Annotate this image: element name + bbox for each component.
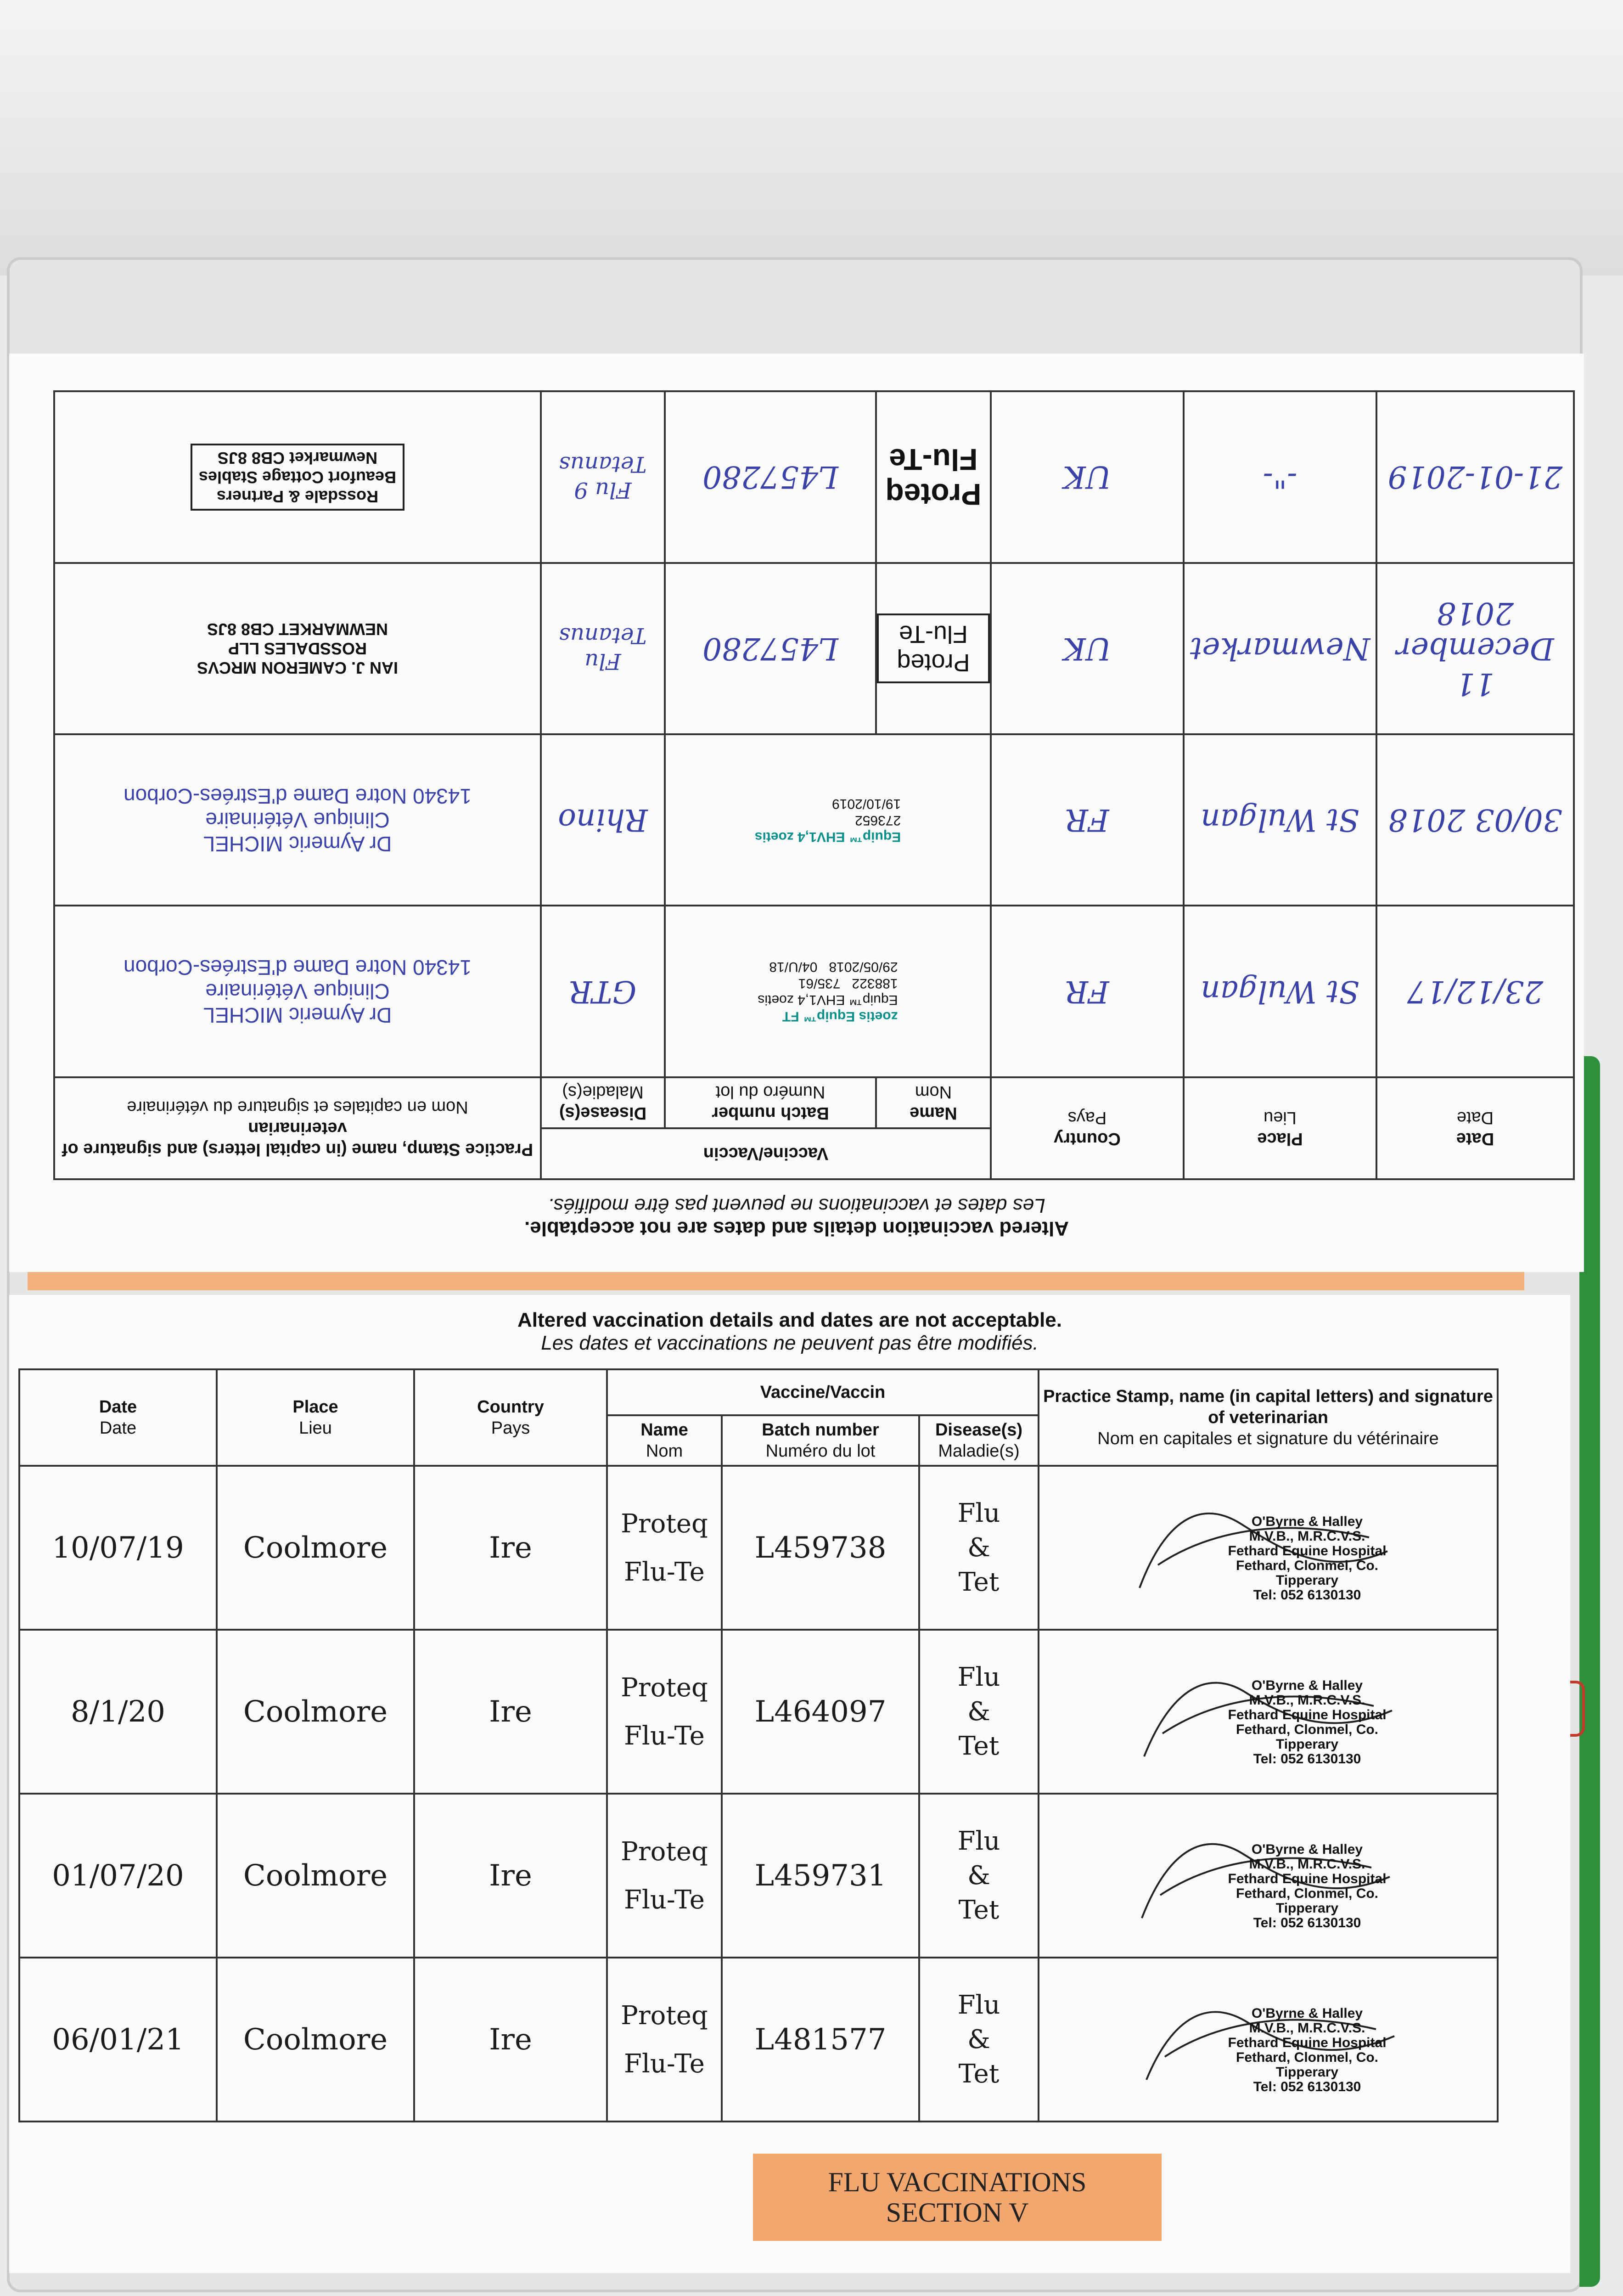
upper-header-date: Date Date — [1376, 1077, 1574, 1179]
lower-row-place: Coolmore — [217, 1630, 414, 1794]
vet-stamp-address: 14340 Notre Dame d'Estrées-Corbon — [124, 956, 472, 980]
vet-stamp-line: M.V.B., M.R.C.V.S. — [1249, 1529, 1365, 1544]
vet-stamp-name: O'Byrne & Halley — [1251, 1678, 1363, 1693]
lower-row-date: 10/07/19 — [19, 1466, 217, 1630]
lower-row-vet — [1039, 1958, 1498, 2122]
lower-row-disease — [919, 1466, 1039, 1630]
upper-row-place: St Wulgan — [1184, 906, 1376, 1077]
vet-stamp-phone: Tel: 052 6130130 — [1253, 1751, 1361, 1767]
product-stamp: Proteq Flu-Te — [877, 613, 990, 683]
upper-header-vaccine: Vaccine/Vaccin — [541, 1128, 991, 1179]
vaccine-sticker — [755, 795, 901, 845]
lower-row-country: Ire — [414, 1466, 607, 1630]
upper-row-disease: GTR — [541, 906, 665, 1077]
upper-row-place: St Wulgan — [1184, 734, 1376, 906]
vaccine-sticker — [758, 958, 898, 1024]
section-label — [753, 2154, 1162, 2241]
vet-stamp-line: Clinique Vétérinaire — [205, 808, 390, 832]
vet-stamp-name: O'Byrne & Halley — [1251, 1514, 1363, 1529]
upper-header-row-1 — [54, 1128, 1574, 1179]
vet-stamp-name: O'Byrne & Halley — [1251, 2006, 1363, 2021]
upper-header-disease: Disease(s) Maladie(s) — [541, 1077, 665, 1128]
disease-line: Flu — [957, 1826, 1000, 1856]
upper-table-row — [54, 734, 1574, 906]
vet-stamp-line: Fethard Equine Hospital — [1228, 1707, 1387, 1722]
upper-row-vet — [54, 734, 541, 906]
sticker-exp: 29/05/2018 — [829, 959, 898, 975]
lower-header-disease: Disease(s) Maladie(s) — [919, 1415, 1039, 1466]
vet-stamp — [191, 444, 404, 511]
vet-stamp-phone: Tel: 052 6130130 — [1253, 1587, 1361, 1603]
vaccine-name-line: Proteq — [621, 1508, 708, 1539]
lower-row-name — [607, 1466, 722, 1630]
vet-stamp-line: M.V.B., M.R.C.V.S. — [1249, 2020, 1365, 2036]
upper-header-vet: Practice Stamp, name (in capital letters) and signature of veterinarian Nom en capitales et signature du vétérinaire — [54, 1077, 541, 1179]
lower-row-name — [607, 1958, 722, 2122]
upper-notice-en: Altered vaccination details and dates are not acceptable. — [524, 1217, 1069, 1240]
disease-line: Tet — [958, 1731, 1000, 1761]
vaccine-name-line: Flu-Te — [624, 1721, 705, 1751]
vet-stamp-line: ROSSDALES LLP — [228, 639, 367, 658]
lower-header-vet: Practice Stamp, name (in capital letters) and signature of veterinarian Nom en capitales et signature du vétérinaire — [1039, 1369, 1498, 1466]
lower-row-name — [607, 1794, 722, 1958]
lower-row-disease — [919, 1958, 1039, 2122]
upper-header-batch: Batch number Numéro du lot — [665, 1077, 876, 1128]
vaccine-name-line: Proteq — [621, 1672, 708, 1703]
vet-signature-stamp — [1130, 1824, 1406, 1930]
lower-header-batch: Batch number Numéro du lot — [722, 1415, 919, 1466]
vet-stamp-address: NEWMARKET CB8 8JS — [207, 620, 388, 639]
upper-table-row — [54, 563, 1574, 734]
upper-header-name: Name Nom — [876, 1077, 991, 1128]
lower-header-name: Name Nom — [607, 1415, 722, 1466]
lower-row-date: 8/1/20 — [19, 1630, 217, 1794]
lower-table-row — [19, 1958, 1498, 2122]
disease-line: Tet — [958, 1895, 1000, 1925]
vet-stamp-line: Fethard Equine Hospital — [1228, 2035, 1387, 2050]
upper-vaccination-table — [53, 390, 1575, 1180]
vet-stamp-line: Fethard Equine Hospital — [1228, 1543, 1387, 1559]
vet-stamp-line: Clinique Vétérinaire — [205, 979, 390, 1004]
vet-signature-stamp — [1130, 1496, 1406, 1603]
lower-row-disease — [919, 1630, 1039, 1794]
vet-stamp-name: IAN J. CAMERON MRCVS — [197, 658, 398, 678]
disease-line: & — [967, 1861, 990, 1891]
vet-stamp-phone: Tel: 052 6130130 — [1253, 2079, 1361, 2094]
lower-row-vet — [1039, 1630, 1498, 1794]
vaccine-name-line: Flu-Te — [624, 1557, 705, 1587]
product-stamp: Proteq Flu-Te — [885, 442, 982, 512]
sticker-line: Equip™ EHV1,4 zoetis — [758, 992, 898, 1008]
lower-row-date: 01/07/20 — [19, 1794, 217, 1958]
vet-stamp-address: Fethard, Clonmel, Co. Tipperary — [1236, 2050, 1379, 2080]
vet-stamp-address: Fethard, Clonmel, Co. Tipperary — [1236, 1722, 1379, 1752]
upper-row-country: UK — [991, 391, 1184, 563]
vet-signature-stamp — [1130, 1660, 1406, 1767]
lower-header-vaccine: Vaccine/Vaccin — [607, 1369, 1039, 1415]
upper-header-country: Country Pays — [991, 1077, 1184, 1179]
vet-stamp — [124, 784, 472, 856]
lower-vaccination-table — [18, 1368, 1499, 2122]
disease-line: & — [967, 2025, 990, 2054]
lower-row-date: 06/01/21 — [19, 1958, 217, 2122]
lower-table-row — [19, 1630, 1498, 1794]
vet-stamp — [1208, 1842, 1406, 1930]
vet-stamp-address: Fethard, Clonmel, Co. Tipperary — [1236, 1558, 1379, 1588]
lower-header-place: Place Lieu — [217, 1369, 414, 1466]
vet-stamp-phone: Tel: 052 6130130 — [1253, 1915, 1361, 1930]
lower-notice-fr: Les dates et vaccinations ne peuvent pas être modifiés. — [541, 1332, 1039, 1354]
upper-row-vet — [54, 906, 541, 1077]
disease-line: Flu — [957, 1990, 1000, 2020]
disease-line: & — [967, 1533, 990, 1563]
vet-stamp-line: M.V.B., M.R.C.V.S. — [1249, 1857, 1365, 1872]
vet-stamp-name: Dr Aymeric MICHEL — [203, 832, 392, 856]
upper-page-rotated — [9, 354, 1584, 1272]
sticker-brand: Equip™ EHV1,4 zoetis — [754, 829, 901, 844]
upper-row-disease: Flu Tetanus — [541, 563, 665, 734]
vet-stamp-name: Dr Aymeric MICHEL — [203, 1003, 392, 1028]
upper-table-row — [54, 391, 1574, 563]
sticker-exp: 19/10/2019 — [832, 796, 901, 811]
lower-row-place: Coolmore — [217, 1958, 414, 2122]
section-label-number: SECTION V — [886, 2197, 1029, 2228]
lower-row-country: Ire — [414, 1630, 607, 1794]
vaccine-name-line: Proteq — [621, 2000, 708, 2031]
lower-notice-en: Altered vaccination details and dates are not acceptable. — [517, 1309, 1062, 1331]
disease-line: Flu — [957, 1498, 1000, 1528]
vet-stamp-name: O'Byrne & Halley — [1251, 1842, 1363, 1857]
vaccine-name-line: Flu-Te — [624, 2048, 705, 2079]
upper-row-place: Newmarket — [1184, 563, 1376, 734]
lower-row-vet — [1039, 1794, 1498, 1958]
vet-stamp — [1208, 1514, 1406, 1603]
upper-row-name — [876, 391, 991, 563]
lower-header-row-1 — [19, 1369, 1498, 1415]
lower-row-batch: L481577 — [722, 1958, 919, 2122]
lower-row-place: Coolmore — [217, 1794, 414, 1958]
upper-row-date: 23/12/17 — [1376, 906, 1574, 1077]
upper-row-batch: L457280 — [665, 391, 876, 563]
upper-row-country: FR — [991, 906, 1184, 1077]
upper-notice-fr: Les dates et vaccinations ne peuvent pas être modifiés. — [548, 1194, 1045, 1217]
vet-stamp-line: Fethard Equine Hospital — [1228, 1871, 1387, 1886]
upper-row-vet — [54, 391, 541, 563]
sticker-lot-2: 735/61 — [798, 976, 841, 991]
upper-row-place: -"- — [1184, 391, 1376, 563]
lower-header-country: Country Pays — [414, 1369, 607, 1466]
vet-stamp-line: M.V.B., M.R.C.V.S. — [1249, 1693, 1365, 1708]
upper-row-date: 21-01-2019 — [1376, 391, 1574, 563]
lower-table-row — [19, 1794, 1498, 1958]
vet-stamp — [197, 619, 398, 677]
upper-row-country: FR — [991, 734, 1184, 906]
vet-stamp — [1208, 1678, 1406, 1767]
upper-row-date: 11 December 2018 — [1376, 563, 1574, 734]
upper-page — [9, 354, 1584, 1272]
vaccine-name-line: Flu-Te — [624, 1885, 705, 1915]
upper-table-row — [54, 906, 1574, 1077]
sticker-lot: 188322 — [852, 976, 898, 991]
scanner-background — [0, 0, 1623, 276]
upper-row-date: 30/03 2018 — [1376, 734, 1574, 906]
upper-row-disease: Flu 9 Tetanus — [541, 391, 665, 563]
lower-row-country: Ire — [414, 1794, 607, 1958]
lower-header-date: Date Date — [19, 1369, 217, 1466]
upper-row-sticker — [665, 734, 991, 906]
upper-row-batch: L457280 — [665, 563, 876, 734]
disease-line: Flu — [957, 1662, 1000, 1692]
lower-page — [9, 1295, 1570, 2273]
lower-notice — [9, 1309, 1570, 1355]
lower-row-batch: L459731 — [722, 1794, 919, 1958]
lower-row-vet — [1039, 1466, 1498, 1630]
vet-stamp-address: 14340 Notre Dame d'Estrées-Corbon — [124, 784, 472, 808]
section-label-title: FLU VACCINATIONS — [828, 2167, 1087, 2197]
upper-row-sticker — [665, 906, 991, 1077]
vet-stamp — [124, 956, 472, 1027]
vet-stamp-name: Rossdale & Partners — [216, 487, 379, 506]
lower-row-place: Coolmore — [217, 1466, 414, 1630]
vet-stamp-address: Fethard, Clonmel, Co. Tipperary — [1236, 1886, 1379, 1916]
vet-stamp-line: Beaufort Cottage Stables — [198, 467, 397, 487]
sticker-exp-2: 04/U/18 — [769, 959, 818, 975]
upper-row-country: UK — [991, 563, 1184, 734]
upper-header-place: Place Lieu — [1184, 1077, 1376, 1179]
upper-notice — [9, 1194, 1584, 1240]
page-divider-band — [28, 1272, 1524, 1290]
lower-row-disease — [919, 1794, 1039, 1958]
upper-row-disease: Rhino — [541, 734, 665, 906]
disease-line: Tet — [958, 2059, 1000, 2089]
lower-row-name — [607, 1630, 722, 1794]
upper-row-name — [876, 563, 991, 734]
sticker-lot: 273652 — [855, 812, 901, 828]
disease-line: & — [967, 1697, 990, 1727]
vet-stamp-address: Newmarket CB8 8JS — [217, 448, 378, 467]
vet-signature-stamp — [1130, 1988, 1406, 2094]
vaccine-name-line: Proteq — [621, 1836, 708, 1867]
sticker-brand: zoetis Equip™ FT — [782, 1009, 898, 1024]
disease-line: Tet — [958, 1567, 1000, 1597]
lower-table-row — [19, 1466, 1498, 1630]
lower-row-country: Ire — [414, 1958, 607, 2122]
vet-stamp — [1208, 2006, 1406, 2094]
upper-row-vet — [54, 563, 541, 734]
lower-row-batch: L459738 — [722, 1466, 919, 1630]
lower-row-batch: L464097 — [722, 1630, 919, 1794]
